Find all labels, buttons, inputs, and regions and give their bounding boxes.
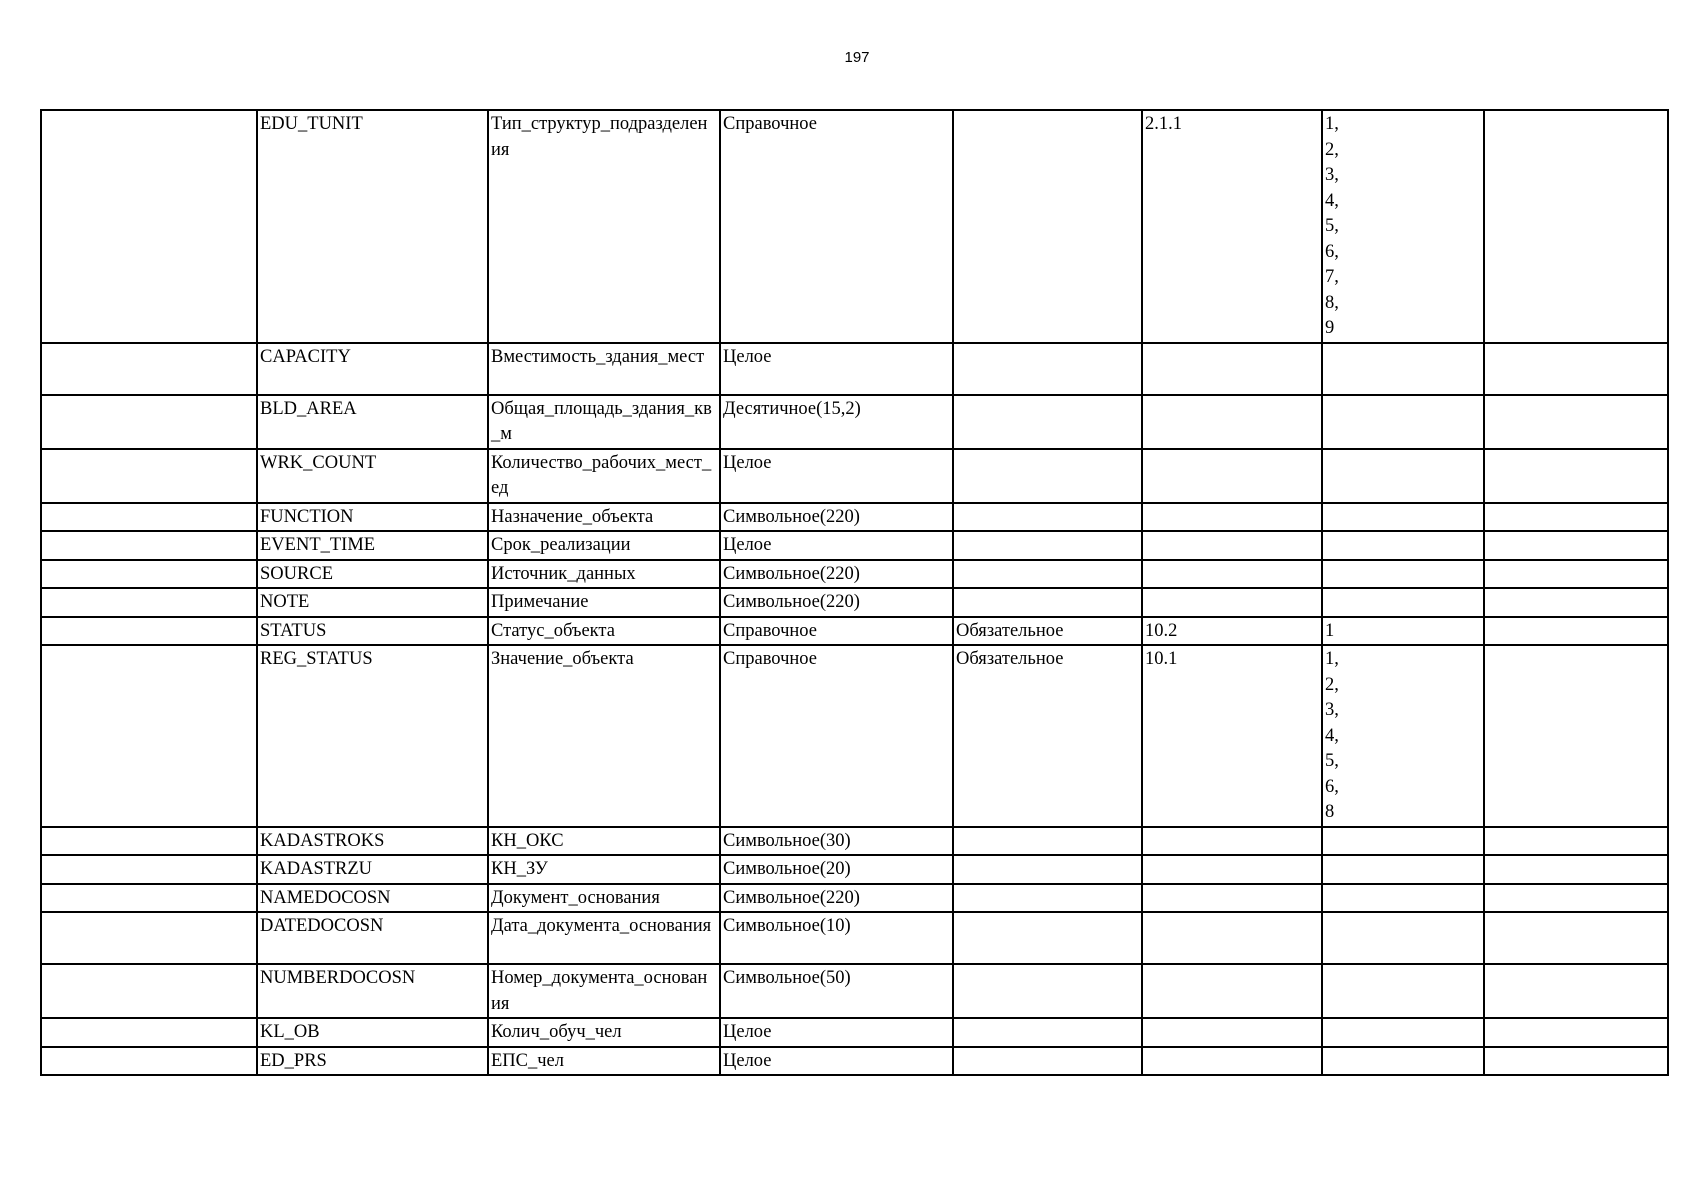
reference-cell (1142, 964, 1322, 1018)
attribute-type-cell: Целое (720, 343, 953, 395)
table-row (41, 531, 1668, 560)
reference-cell (1142, 1047, 1322, 1076)
attribute-name-cell: Статус_объекта (488, 617, 720, 646)
attribute-name-cell: КН_ЗУ (488, 855, 720, 884)
allowed-values-cell (1322, 343, 1484, 395)
empty-cell (41, 449, 257, 503)
allowed-values-cell (1322, 1018, 1484, 1047)
table-row (41, 449, 1668, 503)
attribute-name-cell: Примечание (488, 588, 720, 617)
table-row (41, 645, 1668, 827)
table-row (41, 110, 1668, 343)
empty-cell (41, 1047, 257, 1076)
required-cell (953, 560, 1142, 589)
empty-cell (1484, 884, 1668, 913)
attribute-name-cell: Вместимость_здания_мест (488, 343, 720, 395)
empty-cell (41, 110, 257, 343)
reference-cell: 10.1 (1142, 645, 1322, 827)
attribute-code-cell: ED_PRS (257, 1047, 488, 1076)
attribute-code-cell: BLD_AREA (257, 395, 488, 449)
attribute-code-cell: REG_STATUS (257, 645, 488, 827)
empty-cell (1484, 1018, 1668, 1047)
empty-cell (1484, 617, 1668, 646)
attribute-name-cell: Срок_реализации (488, 531, 720, 560)
attribute-type-cell: Целое (720, 1018, 953, 1047)
table-row (41, 912, 1668, 964)
attribute-type-cell: Десятичное(15,2) (720, 395, 953, 449)
allowed-values-cell (1322, 395, 1484, 449)
attribute-code-cell: SOURCE (257, 560, 488, 589)
allowed-values-cell (1322, 588, 1484, 617)
attribute-code-cell: EDU_TUNIT (257, 110, 488, 343)
attribute-code-cell: KL_OB (257, 1018, 488, 1047)
attribute-type-cell: Целое (720, 531, 953, 560)
attribute-name-cell: КН_ОКС (488, 827, 720, 856)
empty-cell (1484, 1047, 1668, 1076)
empty-cell (41, 827, 257, 856)
allowed-values-cell (1322, 884, 1484, 913)
reference-cell (1142, 912, 1322, 964)
required-cell (953, 395, 1142, 449)
required-cell (953, 588, 1142, 617)
table-row (41, 560, 1668, 589)
table-body (41, 110, 1668, 1075)
attribute-name-cell: Колич_обуч_чел (488, 1018, 720, 1047)
attribute-type-cell: Символьное(10) (720, 912, 953, 964)
reference-cell (1142, 395, 1322, 449)
required-cell (953, 503, 1142, 532)
empty-cell (41, 912, 257, 964)
empty-cell (1484, 343, 1668, 395)
allowed-values-cell (1322, 503, 1484, 532)
attribute-type-cell: Справочное (720, 617, 953, 646)
required-cell (953, 449, 1142, 503)
empty-cell (41, 617, 257, 646)
reference-cell (1142, 1018, 1322, 1047)
allowed-values-cell (1322, 912, 1484, 964)
attribute-code-cell: KADASTRZU (257, 855, 488, 884)
attribute-type-cell: Справочное (720, 645, 953, 827)
empty-cell (41, 560, 257, 589)
allowed-values-cell (1322, 964, 1484, 1018)
empty-cell (1484, 395, 1668, 449)
table-row (41, 964, 1668, 1018)
reference-cell: 2.1.1 (1142, 110, 1322, 343)
required-cell (953, 343, 1142, 395)
attribute-name-cell: Значение_объекта (488, 645, 720, 827)
required-cell (953, 531, 1142, 560)
allowed-values-cell (1322, 531, 1484, 560)
attribute-type-cell: Символьное(220) (720, 588, 953, 617)
empty-cell (41, 855, 257, 884)
required-cell (953, 1018, 1142, 1047)
allowed-values-cell (1322, 1047, 1484, 1076)
empty-cell (1484, 827, 1668, 856)
empty-cell (41, 645, 257, 827)
allowed-values-cell (1322, 449, 1484, 503)
allowed-values-cell: 1 (1322, 617, 1484, 646)
empty-cell (41, 1018, 257, 1047)
allowed-values-cell: 1, 2, 3, 4, 5, 6, 7, 8, 9 (1322, 110, 1484, 343)
required-cell: Обязательное (953, 645, 1142, 827)
table-row (41, 827, 1668, 856)
attribute-name-cell: Тип_структур_подразделения (488, 110, 720, 343)
empty-cell (41, 884, 257, 913)
attribute-code-cell: NAMEDOCOSN (257, 884, 488, 913)
attribute-code-cell: STATUS (257, 617, 488, 646)
attribute-name-cell: Дата_документа_основания (488, 912, 720, 964)
required-cell (953, 884, 1142, 913)
attribute-code-cell: NOTE (257, 588, 488, 617)
reference-cell (1142, 884, 1322, 913)
reference-cell: 10.2 (1142, 617, 1322, 646)
attribute-name-cell: Назначение_объекта (488, 503, 720, 532)
empty-cell (1484, 449, 1668, 503)
page-number: 197 (844, 49, 870, 66)
table-row (41, 855, 1668, 884)
reference-cell (1142, 588, 1322, 617)
attribute-type-cell: Символьное(20) (720, 855, 953, 884)
empty-cell (1484, 503, 1668, 532)
attribute-code-cell: EVENT_TIME (257, 531, 488, 560)
attribute-table (40, 109, 1669, 1076)
attribute-name-cell: Общая_площадь_здания_кв_м (488, 395, 720, 449)
attribute-name-cell: ЕПС_чел (488, 1047, 720, 1076)
attribute-name-cell: Источник_данных (488, 560, 720, 589)
empty-cell (41, 395, 257, 449)
attribute-type-cell: Справочное (720, 110, 953, 343)
empty-cell (1484, 560, 1668, 589)
empty-cell (41, 588, 257, 617)
allowed-values-cell: 1, 2, 3, 4, 5, 6, 8 (1322, 645, 1484, 827)
empty-cell (1484, 588, 1668, 617)
attribute-code-cell: DATEDOCOSN (257, 912, 488, 964)
attribute-type-cell: Символьное(30) (720, 827, 953, 856)
attribute-type-cell: Символьное(220) (720, 503, 953, 532)
empty-cell (1484, 110, 1668, 343)
allowed-values-cell (1322, 827, 1484, 856)
table-row (41, 884, 1668, 913)
empty-cell (41, 343, 257, 395)
reference-cell (1142, 449, 1322, 503)
required-cell (953, 110, 1142, 343)
attribute-type-cell: Символьное(50) (720, 964, 953, 1018)
empty-cell (1484, 912, 1668, 964)
attribute-name-cell: Номер_документа_основания (488, 964, 720, 1018)
table-row (41, 1018, 1668, 1047)
empty-cell (1484, 531, 1668, 560)
allowed-values-cell (1322, 560, 1484, 589)
attribute-code-cell: KADASTROKS (257, 827, 488, 856)
attribute-type-cell: Целое (720, 1047, 953, 1076)
reference-cell (1142, 855, 1322, 884)
reference-cell (1142, 343, 1322, 395)
reference-cell (1142, 560, 1322, 589)
attribute-code-cell: CAPACITY (257, 343, 488, 395)
table-row (41, 343, 1668, 395)
reference-cell (1142, 531, 1322, 560)
attribute-code-cell: NUMBERDOCOSN (257, 964, 488, 1018)
attribute-name-cell: Количество_рабочих_мест_ед (488, 449, 720, 503)
empty-cell (41, 503, 257, 532)
empty-cell (1484, 645, 1668, 827)
attribute-name-cell: Документ_основания (488, 884, 720, 913)
reference-cell (1142, 827, 1322, 856)
empty-cell (1484, 855, 1668, 884)
attribute-type-cell: Символьное(220) (720, 560, 953, 589)
table-row (41, 395, 1668, 449)
attribute-type-cell: Символьное(220) (720, 884, 953, 913)
required-cell: Обязательное (953, 617, 1142, 646)
table-row (41, 617, 1668, 646)
reference-cell (1142, 503, 1322, 532)
required-cell (953, 855, 1142, 884)
attribute-type-cell: Целое (720, 449, 953, 503)
attribute-code-cell: FUNCTION (257, 503, 488, 532)
table-row (41, 1047, 1668, 1076)
allowed-values-cell (1322, 855, 1484, 884)
required-cell (953, 827, 1142, 856)
table-row (41, 588, 1668, 617)
required-cell (953, 964, 1142, 1018)
required-cell (953, 1047, 1142, 1076)
required-cell (953, 912, 1142, 964)
empty-cell (41, 531, 257, 560)
empty-cell (41, 964, 257, 1018)
attribute-code-cell: WRK_COUNT (257, 449, 488, 503)
empty-cell (1484, 964, 1668, 1018)
table-row (41, 503, 1668, 532)
